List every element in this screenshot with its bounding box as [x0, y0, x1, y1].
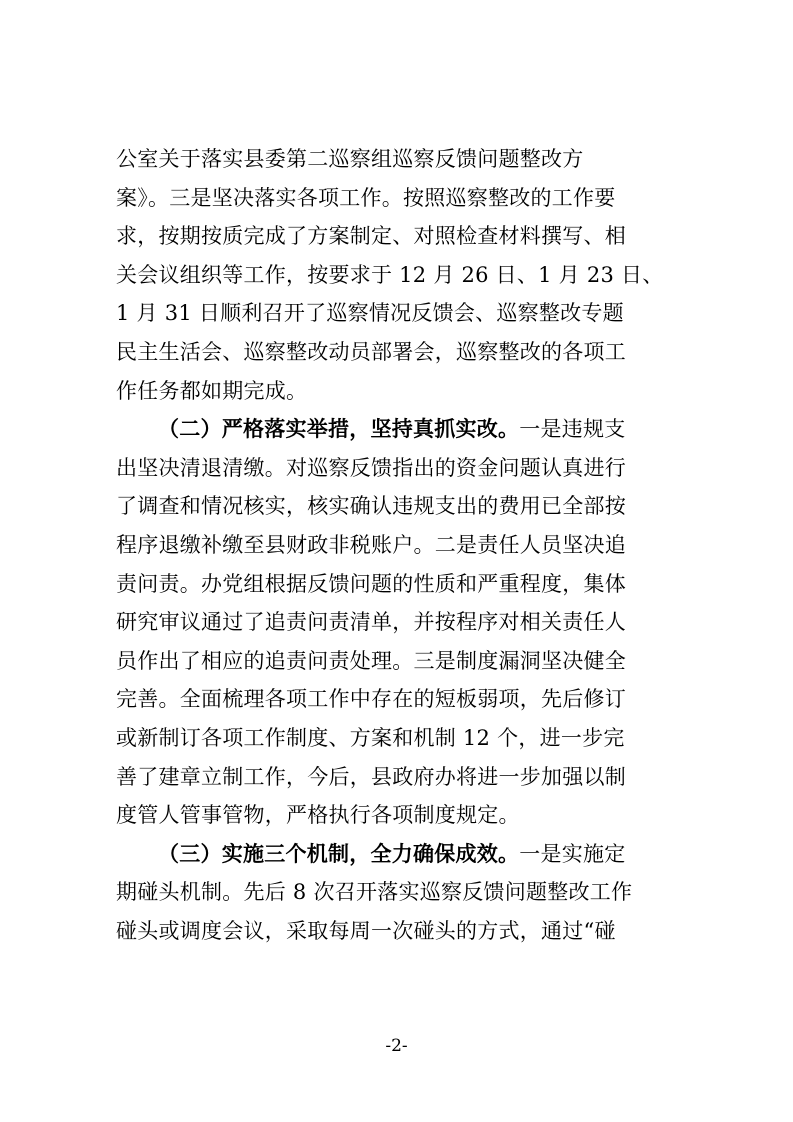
body-line: 程序退缴补缴至县财政非税账户。二是责任人员坚决追 [116, 532, 626, 557]
section-two-heading: （二）严格落实举措，坚持真抓实改。 [158, 416, 520, 442]
section-two-lead-text: 一是违规支 [519, 417, 626, 442]
section-two-first-line [116, 410, 686, 449]
body-line: 关会议组织等工作，按要求于 12 月 26 日、1 月 23 日、 [116, 262, 664, 287]
body-line: 完善。全面梳理各项工作中存在的短板弱项，先后修订 [116, 687, 626, 712]
body-line: 作任务都如期完成。 [116, 378, 308, 403]
body-line: 案》。三是坚决落实各项工作。按照巡察整改的工作要 [116, 185, 616, 210]
page-number: -2- [385, 1036, 408, 1056]
body-line: 民主生活会、巡察整改动员部署会，巡察整改的各项工 [116, 339, 626, 364]
body-line: 1 月 31 日顺利召开了巡察情况反馈会、巡察整改专题 [116, 301, 624, 326]
body-line: 研究审议通过了追责问责清单，并按程序对相关责任人 [116, 610, 626, 635]
body-line: 公室关于落实县委第二巡察组巡察反馈问题整改方 [116, 147, 584, 171]
section-three-lead-text: 一是实施定 [519, 841, 626, 866]
document-body [116, 140, 686, 950]
body-line: 度管人管事管物，严格执行各项制度规定。 [116, 803, 520, 828]
body-line: 碰头或调度会议，采取每周一次碰头的方式，通过“碰 [116, 918, 616, 943]
body-line: 责问责。办党组根据反馈问题的性质和严重程度，集体 [116, 571, 626, 596]
body-line: 求，按期按质完成了方案制定、对照检查材料撰写、相 [116, 224, 626, 249]
body-line: 期碰头机制。先后 8 次召开落实巡察反馈问题整改工作 [116, 880, 633, 905]
body-line: 善了建章立制工作，今后，县政府办将进一步加强以制 [116, 764, 626, 789]
body-line: 或新制订各项工作制度、方案和机制 12 个，进一步完 [116, 725, 625, 750]
section-three-first-line [116, 835, 686, 874]
body-line: 员作出了相应的追责问责处理。三是制度漏洞坚决健全 [116, 648, 626, 673]
section-three-heading: （三）实施三个机制，全力确保成效。 [158, 840, 520, 866]
body-line: 出坚决清退清缴。对巡察反馈指出的资金问题认真进行 [116, 455, 626, 480]
body-line: 了调查和情况核实，核实确认违规支出的费用已全部按 [116, 494, 626, 519]
